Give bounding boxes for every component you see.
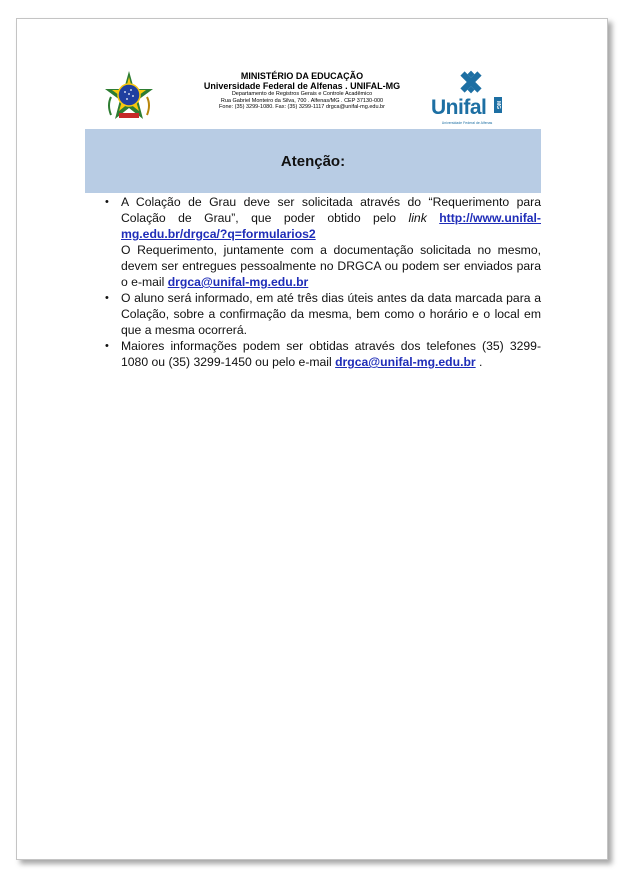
item3-suffix: . [475, 355, 483, 369]
item3-text: Maiores informações podem ser obtidas através dos telefones (35) 3299-1080 ou (35) 3299-1450 ou pelo e-mail [121, 339, 541, 369]
item1-link-word: link [408, 211, 427, 225]
email-link-2[interactable]: drgca@unifal-mg.edu.br [335, 355, 476, 369]
address-line: Rua Gabriel Monteiro da Silva, 700 . Alfenas/MG . CEP 37130-000 [220, 97, 384, 104]
university-name: Universidade Federal de Alfenas . UNIFAL-MG [203, 81, 401, 91]
department-name: Departamento de Registros Gerais e Controle Acadêmico [231, 91, 373, 97]
email-link[interactable]: drgca@unifal-mg.edu.br [167, 275, 309, 289]
document-page [16, 18, 608, 860]
item1-text: A Colação de Grau deve ser solicitada através do “Requerimento para Colação de Grau”, que poder obtido pelo [121, 195, 541, 225]
bullet-icon: • [105, 196, 109, 208]
letterhead [17, 19, 607, 129]
logo-badge: MG [494, 97, 502, 113]
logo-subtitle: Universidade Federal de Alfenas [441, 121, 493, 125]
list-item [97, 290, 541, 338]
attention-banner [85, 129, 541, 193]
unifal-mark-icon [431, 67, 503, 97]
bullet-icon: • [105, 292, 109, 304]
logo-wordmark: Unifal [431, 96, 487, 119]
item2-text: O aluno será informado, em até três dias úteis antes da data marcada para a Colação, sobre a confirmação da mesma, bem como o horário e o local em que a mesma ocorrerá. [121, 291, 541, 337]
list-item [97, 338, 541, 370]
unifal-logo [431, 67, 503, 127]
contact-line: Fone: (35) 3299-1080. Fax: (35) 3299-1117 drgca@unifal-mg.edu.br [219, 104, 385, 111]
bullet-icon: • [105, 340, 109, 352]
notice-list [97, 194, 541, 370]
ministry-name: MINISTÉRIO DA EDUCAÇÃO [240, 71, 364, 81]
item1-followup-text: O Requerimento, juntamente com a documentação solicitada no mesmo, devem ser entregues pessoalmente no DRGCA ou podem ser enviados para o e-mail [121, 243, 541, 289]
list-item [97, 194, 541, 290]
forms-link[interactable]: http://www.unifal-mg.edu.br/drgca/?q=formularios2 [121, 211, 541, 241]
banner-title: Atenção: [280, 152, 346, 170]
coat-of-arms-icon [101, 69, 157, 125]
institution-block [167, 71, 437, 111]
